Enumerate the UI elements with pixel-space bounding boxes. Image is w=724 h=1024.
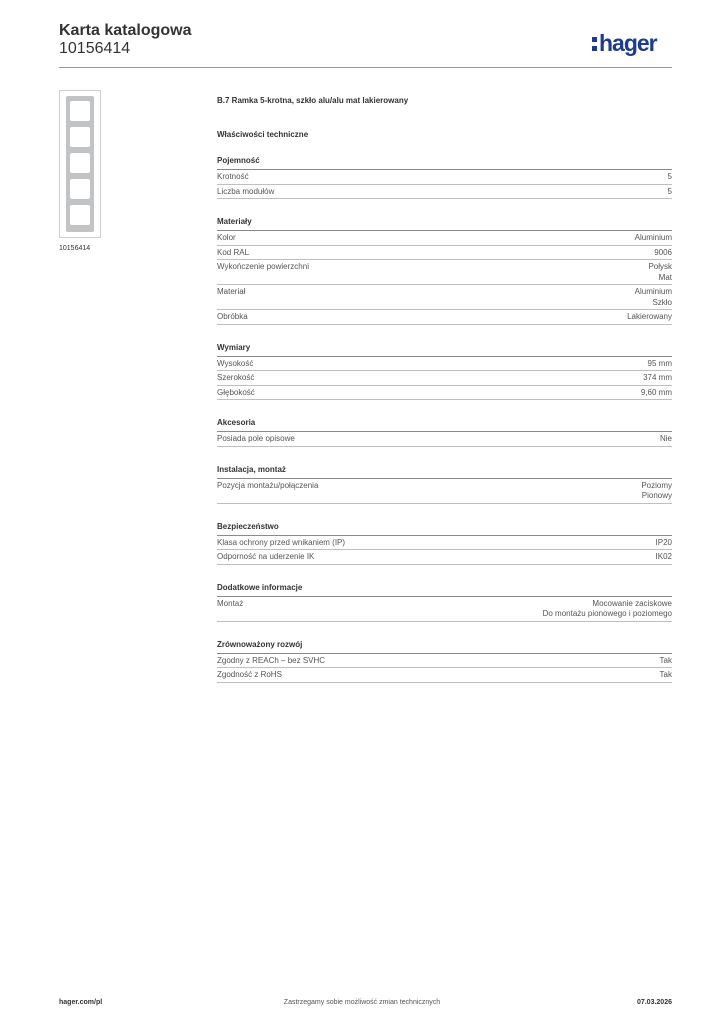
spec-value-line: Tak	[659, 670, 672, 679]
spec-label: Zgodność z RoHS	[217, 670, 282, 679]
product-code: 10156414	[59, 40, 131, 57]
spec-value	[641, 388, 672, 399]
spec-label: Odporność na uderzenie IK	[217, 552, 315, 561]
spec-row	[217, 285, 672, 310]
footer-website-link[interactable]: hager.com/pl	[59, 999, 103, 1006]
section-title: Akcesoria	[217, 418, 672, 432]
section-title: Zrównoważony rozwój	[217, 640, 672, 654]
spec-value-line: Szkło	[652, 297, 672, 307]
spec-value-line: 5	[667, 186, 672, 196]
spec-label: Liczba modułów	[217, 186, 275, 196]
spec-value	[648, 262, 672, 283]
spec-value-line: Lakierowany	[627, 312, 672, 321]
spec-section	[217, 217, 672, 325]
spec-value	[635, 287, 672, 308]
spec-row	[217, 550, 672, 565]
spec-value-line: Do montażu pionowego i poziomego	[542, 609, 672, 618]
spec-section	[217, 156, 672, 199]
spec-row	[217, 597, 672, 622]
spec-value	[656, 552, 672, 563]
tech-properties-heading: Właściwości techniczne	[217, 130, 309, 139]
spec-row	[217, 479, 672, 504]
spec-label: Kod RAL	[217, 247, 250, 257]
spec-value-line: Aluminium	[634, 233, 672, 242]
spec-row	[217, 654, 672, 669]
spec-value-line: Połysk	[648, 262, 672, 271]
logo-colon-icon	[592, 34, 597, 53]
spec-row	[217, 185, 672, 200]
spec-section	[217, 343, 672, 401]
spec-section	[217, 418, 672, 447]
spec-value	[656, 538, 672, 549]
spec-section	[217, 583, 672, 622]
spec-value	[627, 312, 672, 323]
spec-value	[660, 670, 672, 681]
spec-value	[641, 481, 672, 502]
spec-value	[635, 233, 672, 244]
spec-value	[654, 248, 672, 259]
spec-value	[648, 359, 672, 370]
spec-value-line: Nie	[659, 434, 672, 443]
spec-label: Głębokość	[217, 387, 255, 397]
spec-label: Posiada pole opisowe	[217, 434, 295, 443]
spec-value-line: Mocowanie zaciskowe	[592, 598, 672, 608]
spec-value-line: Aluminium	[634, 287, 672, 296]
spec-value-line: Mat	[658, 272, 672, 282]
spec-value	[668, 172, 672, 183]
spec-row	[217, 536, 672, 551]
spec-value-line: IK02	[655, 552, 672, 561]
spec-row	[217, 260, 672, 285]
spec-row	[217, 386, 672, 401]
spec-row	[217, 170, 672, 185]
spec-label: Montaż	[217, 598, 244, 608]
spec-label: Obróbka	[217, 312, 248, 321]
spec-value-line: 95 mm	[647, 358, 672, 368]
section-title: Dodatkowe informacje	[217, 583, 672, 597]
product-frame-image	[66, 96, 94, 232]
spec-value-line: 5	[667, 172, 672, 181]
frame-slot	[70, 153, 90, 173]
thumbnail-caption: 10156414	[59, 245, 91, 252]
logo-text: hager	[599, 30, 657, 56]
spec-label: Krotność	[217, 172, 249, 181]
spec-section	[217, 640, 672, 683]
spec-content	[217, 96, 672, 683]
hager-logo	[592, 30, 657, 56]
spec-row	[217, 371, 672, 386]
spec-section	[217, 465, 672, 504]
spec-value	[660, 656, 672, 667]
spec-label: Wykończenie powierzchni	[217, 262, 309, 271]
spec-value	[643, 373, 672, 384]
frame-slot	[70, 101, 90, 121]
spec-label: Klasa ochrony przed wnikaniem (IP)	[217, 537, 346, 547]
section-title: Instalacja, montaż	[217, 465, 672, 479]
footer-disclaimer: Zastrzegamy sobie możliwość zmian technicznych	[283, 999, 441, 1006]
spec-value-line: 374 mm	[643, 373, 672, 382]
spec-value-line: 9006	[654, 247, 672, 257]
spec-label: Wysokość	[217, 358, 254, 368]
spec-section	[217, 522, 672, 565]
spec-label: Kolor	[217, 233, 236, 242]
spec-value-line: Pionowy	[641, 491, 672, 500]
document-title: Karta katalogowa	[59, 22, 192, 39]
spec-value-line: Tak	[659, 655, 672, 665]
spec-value-line: Poziomy	[641, 480, 672, 490]
spec-row	[217, 310, 672, 325]
spec-row	[217, 432, 672, 447]
spec-row	[217, 357, 672, 372]
section-title: Materiały	[217, 217, 672, 231]
section-title: Bezpieczeństwo	[217, 522, 672, 536]
section-title: Wymiary	[217, 343, 672, 357]
spec-row	[217, 246, 672, 261]
spec-value-line: 9,60 mm	[640, 387, 672, 397]
frame-slot	[70, 179, 90, 199]
spec-sections	[217, 156, 672, 683]
footer-date: 07.03.2026	[636, 999, 672, 1006]
section-title: Pojemność	[217, 156, 672, 170]
frame-slot	[70, 205, 90, 225]
header-divider	[59, 67, 672, 68]
spec-label: Szerokość	[217, 373, 255, 382]
spec-value	[660, 434, 672, 445]
spec-row	[217, 231, 672, 246]
spec-value-line: IP20	[655, 537, 672, 547]
spec-label: Pozycja montażu/połączenia	[217, 480, 319, 490]
product-title: B.7 Ramka 5-krotna, szkło alu/alu mat lakierowany	[217, 96, 409, 105]
spec-label: Zgodny z REACh – bez SVHC	[217, 655, 326, 665]
spec-value	[668, 187, 672, 198]
frame-slot	[70, 127, 90, 147]
spec-label: Materiał	[217, 287, 246, 296]
spec-value	[543, 599, 672, 620]
spec-row	[217, 668, 672, 683]
